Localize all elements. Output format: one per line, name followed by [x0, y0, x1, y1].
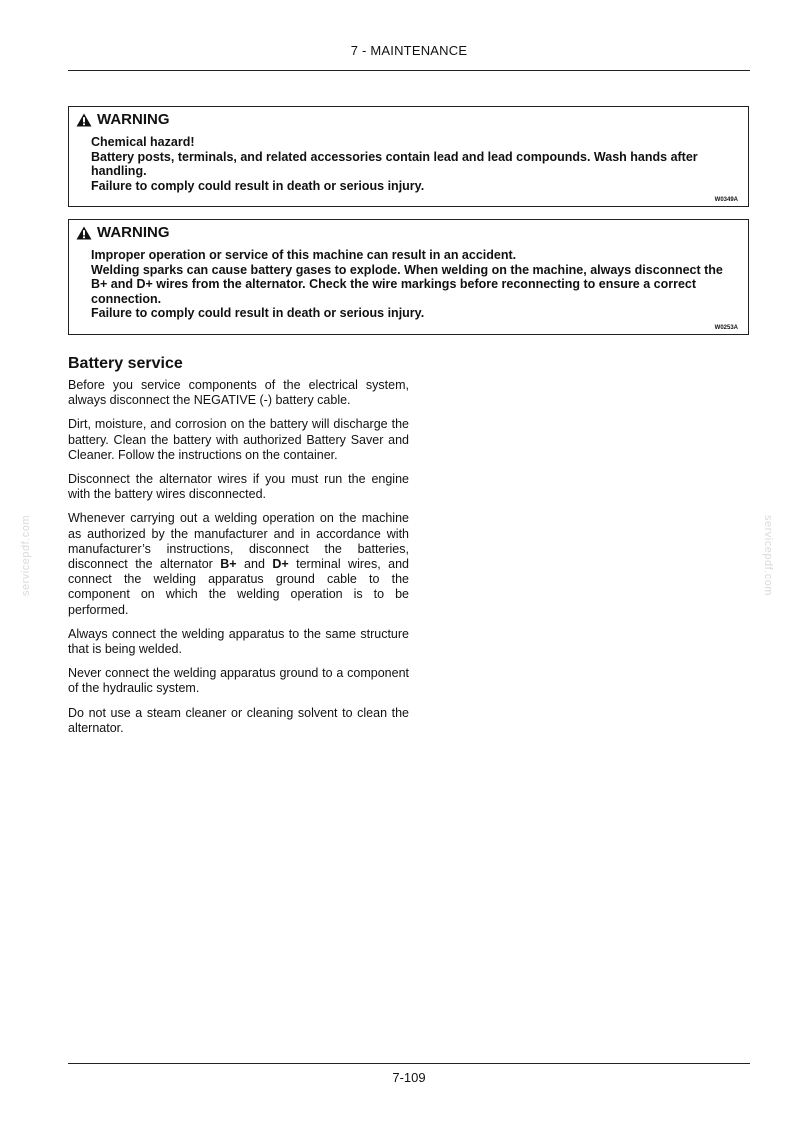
warning-box-chemical-hazard	[68, 106, 749, 207]
warning-code: W0253A	[714, 325, 738, 331]
watermark-right: servicepdf.com	[762, 515, 774, 596]
warning-code: W0349A	[714, 197, 738, 203]
warning-title: WARNING	[97, 111, 170, 128]
header-rule	[68, 70, 750, 71]
warning-body	[91, 248, 728, 321]
footer-rule	[68, 1063, 750, 1064]
paragraph: Before you service components of the electrical system, always disconnect the NEGATIVE (-) battery cable.	[68, 378, 409, 408]
section-body	[68, 378, 409, 745]
watermark-left: servicepdf.com	[20, 515, 32, 596]
bold-term-b-plus: B+	[220, 557, 237, 572]
bold-term-d-plus: D+	[272, 557, 289, 572]
warning-line: Failure to comply could result in death or serious injury.	[91, 306, 425, 320]
warning-box-welding	[68, 219, 749, 335]
warning-title: WARNING	[97, 224, 170, 241]
text-run: Whenever carrying out a welding operation on the machine as authorized by the manufacturer and in accordance with manufacturer’s instructions, disconnect the batteries, disconnect the alternator	[68, 511, 409, 572]
warning-header	[76, 224, 170, 241]
section-heading: Battery service	[68, 355, 183, 372]
paragraph: Always connect the welding apparatus to the same structure that is being welded.	[68, 626, 409, 657]
page-number: 7-109	[392, 1070, 426, 1085]
warning-line: Chemical hazard!	[91, 135, 195, 149]
warning-body	[91, 135, 728, 193]
warning-line: Failure to comply could result in death or serious injury.	[91, 178, 425, 193]
warning-header	[76, 111, 170, 128]
paragraph: Do not use a steam cleaner or cleaning solvent to clean the alternator.	[68, 705, 409, 735]
text-run: terminal wires, and connect the welding apparatus ground cable to the component on which the welding operation is to be performed.	[68, 557, 409, 617]
page-header-title: 7 - MAINTENANCE	[350, 43, 468, 58]
paragraph: Never connect the welding apparatus ground to a component of the hydraulic system.	[68, 666, 409, 696]
text-run: and	[236, 557, 273, 572]
warning-triangle-icon	[76, 226, 92, 240]
warning-line: Battery posts, terminals, and related accessories contain lead and lead compounds. Wash hands after handling.	[91, 149, 698, 178]
warning-line: Welding sparks can cause battery gases to explode. When welding on the machine, always disconnect the B+ and D+ wires from the alternator. Check the wire markings before reconnecting to ensure a correct connection.	[91, 262, 723, 306]
welding-paragraph	[68, 511, 409, 617]
paragraph: Disconnect the alternator wires if you must run the engine with the battery wires disconnected.	[68, 472, 409, 502]
warning-triangle-icon	[76, 113, 92, 127]
paragraph: Dirt, moisture, and corrosion on the battery will discharge the battery. Clean the battery with authorized Battery Saver and Cleaner. Follow the instructions on the container.	[68, 417, 409, 462]
warning-line: Improper operation or service of this machine can result in an accident.	[91, 248, 517, 262]
